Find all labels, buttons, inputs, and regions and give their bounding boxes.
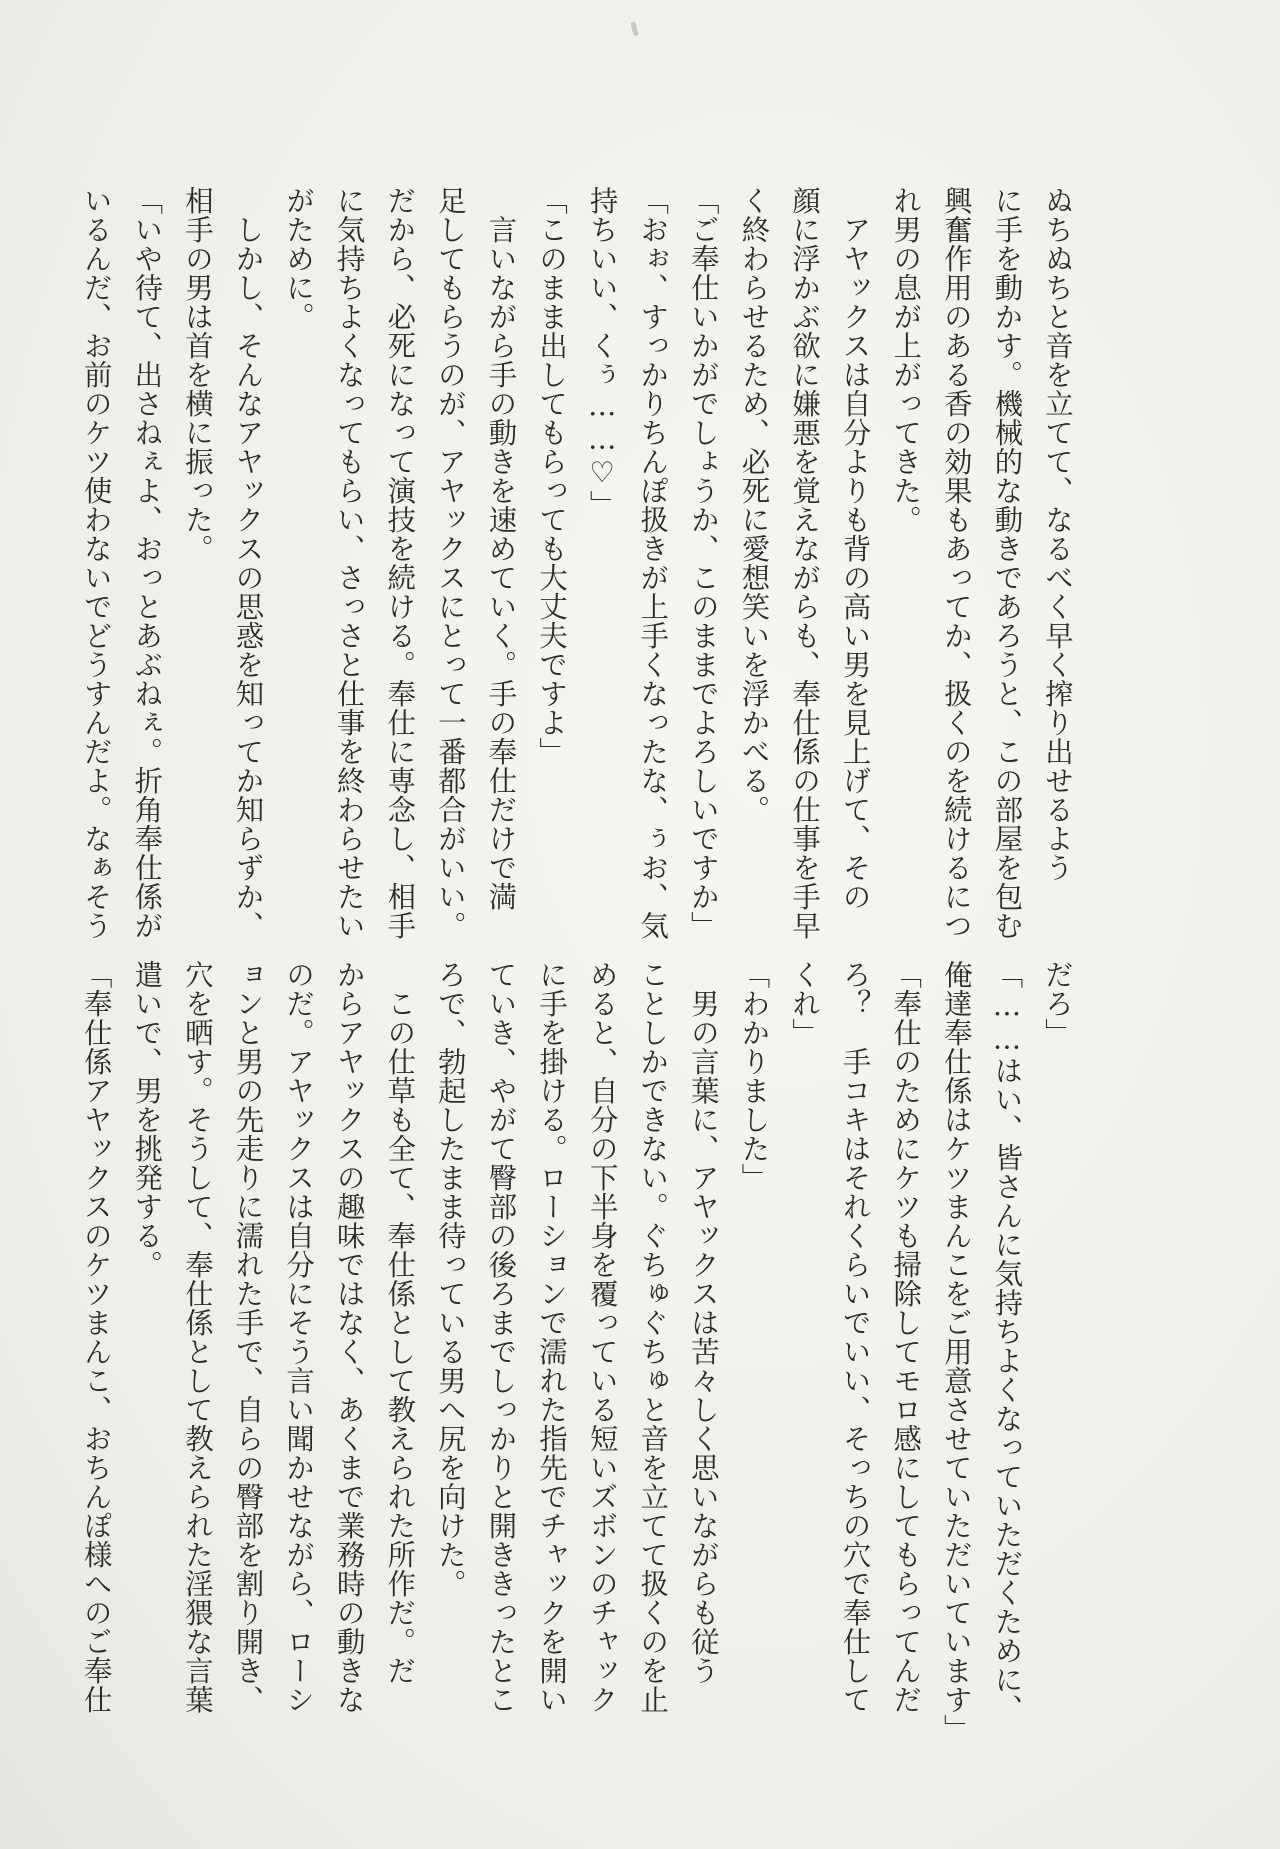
text-line: に手を動かす。機械的な動きであろうと、この部屋を包む [990,186,1024,940]
text-line: 顔に浮かぶ欲に嫌悪を覚えながらも、奉仕係の仕事を手早 [788,186,822,940]
text-line: めると、自分の下半身を覆っている短いズボンのチャック [585,960,619,1714]
text-line: 興奮作用のある香の効果もあってか、扱くのを続けるにつ [939,186,973,940]
text-line: だから、必死になって演技を続ける。奉仕に専念し、相手 [383,186,417,940]
text-line: く終わらせるため、必死に愛想笑いを浮かべる。 [737,186,771,824]
text-line: 男の言葉に、アヤックスは苦々しく思いながらも従う [686,960,720,1685]
text-line: ことしかできない。ぐちゅぐちゅと音を立てて扱くのを止 [636,960,670,1714]
text-line: 相手の男は首を横に振った。 [180,186,214,563]
text-line: のだ。アヤックスは自分にそう言い聞かせながら、ローシ [282,960,316,1714]
text-line: 持ちいい、くぅ……♡」 [585,186,619,519]
text-line: この仕草も全て、奉仕係として教えられた所作だ。だ [383,960,417,1685]
text-line: 「奉仕のためにケツも掃除してモロ感にしてもらってんだ [889,960,923,1714]
paper-speck [630,22,638,37]
text-line: ろで、勃起したまま待っている男へ尻を向けた。 [433,960,467,1598]
text-line: しかし、そんなアヤックスの思惑を知ってか知らずか、 [231,186,265,940]
text-line: くれ」 [788,960,822,1047]
text-line: れ男の息が上がってきた。 [889,186,923,534]
text-line: ろ？ 手コキはそれくらいでいい、そっちの穴で奉仕して [838,960,872,1714]
text-line: いるんだ、お前のケツ使わないでどうすんだよ。なぁそう [79,186,113,940]
text-line: がために。 [282,186,316,331]
text-line: に手を掛ける。ローションで濡れた指先でチャックを開い [535,960,569,1714]
text-line: ていき、やがて臀部の後ろまでしっかりと開ききったとこ [484,960,518,1714]
text-line: に気持ちよくなってもらい、さっさと仕事を終わらせたい [332,186,366,940]
text-line: 「わかりました」 [737,960,771,1192]
text-block-top [70,186,1082,940]
text-line: ョンと男の先走りに濡れた手で、自らの臀部を割り開き、 [231,960,265,1714]
text-line: 言いながら手の動きを速めていく。手の奉仕だけで満 [484,186,518,911]
text-line: 「いや待て、出さねぇよ、おっとあぶねぇ。折角奉仕係が [130,186,164,940]
text-line: 足してもらうのが、アヤックスにとって一番都合がいい。 [433,186,467,940]
text-line: 「……はい、皆さんに気持ちよくなっていただくために、 [990,960,1024,1724]
text-line: ぬちぬちと音を立てて、なるべく早く搾り出せるよう [1041,186,1074,882]
text-line: からアヤックスの趣味ではなく、あくまで業務時の動きな [332,960,366,1714]
text-line: 「ご奉仕いかがでしょうか、このままでよろしいですか」 [686,186,720,940]
text-line: だろ」 [1041,960,1074,1047]
text-line: 遣いで、男を挑発する。 [130,960,164,1279]
text-line: 穴を晒す。そうして、奉仕係として教えられた淫猥な言葉 [180,960,214,1714]
text-block-bottom [70,960,1082,1743]
text-line: 「このまま出してもらっても大丈夫ですよ」 [535,186,569,766]
text-line: 「奉仕係アヤックスのケツまんこ、おちんぽ様へのご奉仕 [79,960,113,1714]
text-line: 「おぉ、すっかりちんぽ扱きが上手くなったな、ぅお、気 [636,186,670,940]
text-line: アヤックスは自分よりも背の高い男を見上げて、その [838,186,872,911]
text-line: 俺達奉仕係はケツまんこをご用意させていただいています」 [939,960,973,1743]
